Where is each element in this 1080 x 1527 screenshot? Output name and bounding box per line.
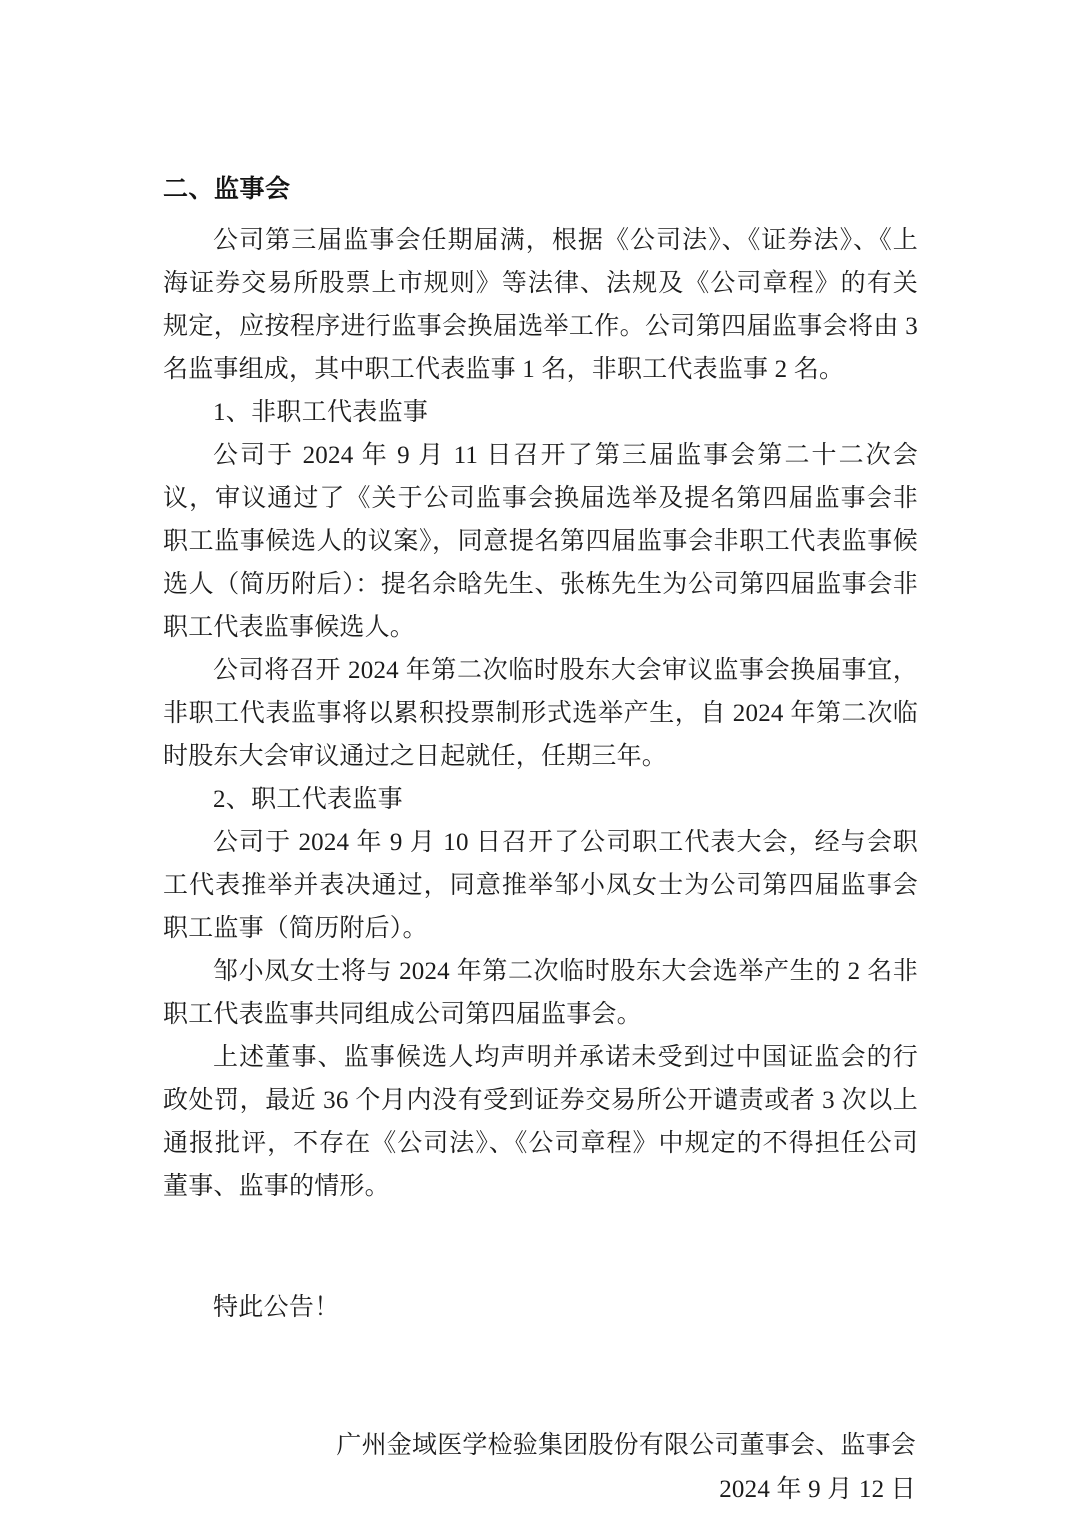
subheading-employee-supervisors: 2、职工代表监事	[213, 786, 403, 813]
paragraph-board-term-expiry: 公司第三届监事会任期届满，根据《公司法》、《证券法》、《上海证券交易所股票上市规则》等法律、法规及《公司章程》的有关规定，应按程序进行监事会换届选举工作。公司第四届监事会将由 3 名监事组成，其中职工代表监事 1 名，非职工代表监事 2 名。	[163, 227, 918, 383]
signature-block	[163, 1424, 918, 1512]
signature-date: 2024 年 9 月 12 日	[719, 1476, 916, 1503]
paragraph-22nd-meeting-nomination: 公司于 2024 年 9 月 11 日召开了第三届监事会第二十二次会议，审议通过了《关于公司监事会换届选举及提名第四届监事会非职工监事候选人的议案》，同意提名第四届监事会非职工代表监事候选人（简历附后）：提名佘晗先生、张栋先生为公司第四届监事会非职工代表监事候选人。	[163, 442, 918, 641]
paragraph-candidate-compliance-statement: 上述董事、监事候选人均声明并承诺未受到过中国证监会的行政处罚，最近 36 个月内没有受到证券交易所公开谴责或者 3 次以上通报批评，不存在《公司法》、《公司章程》中规定的不得担任公司董事、监事的情形。	[163, 1044, 918, 1200]
subheading-non-employee-supervisors: 1、非职工代表监事	[213, 399, 429, 426]
paragraph-shareholders-meeting-election: 公司将召开 2024 年第二次临时股东大会审议监事会换届事宜，非职工代表监事将以累积投票制形式选举产生，自 2024 年第二次临时股东大会审议通过之日起就任，任期三年。	[163, 657, 918, 770]
signature-organization: 广州金域医学检验集团股份有限公司董事会、监事会	[336, 1432, 916, 1459]
section-heading-supervisory-board: 二、监事会	[163, 176, 291, 203]
spacer-before-notice	[163, 1208, 918, 1286]
paragraph-fourth-board-composition: 邹小凤女士将与 2024 年第二次临时股东大会选举产生的 2 名非职工代表监事共同组成公司第四届监事会。	[163, 958, 918, 1028]
notice-announcement-line: 特此公告！	[213, 1294, 340, 1321]
document-content	[163, 168, 918, 1512]
paragraph-employee-congress-nomination: 公司于 2024 年 9 月 10 日召开了公司职工代表大会，经与会职工代表推举并表决通过，同意推举邹小凤女士为公司第四届监事会职工监事（简历附后）。	[163, 829, 918, 942]
spacer-before-signature	[163, 1329, 918, 1424]
